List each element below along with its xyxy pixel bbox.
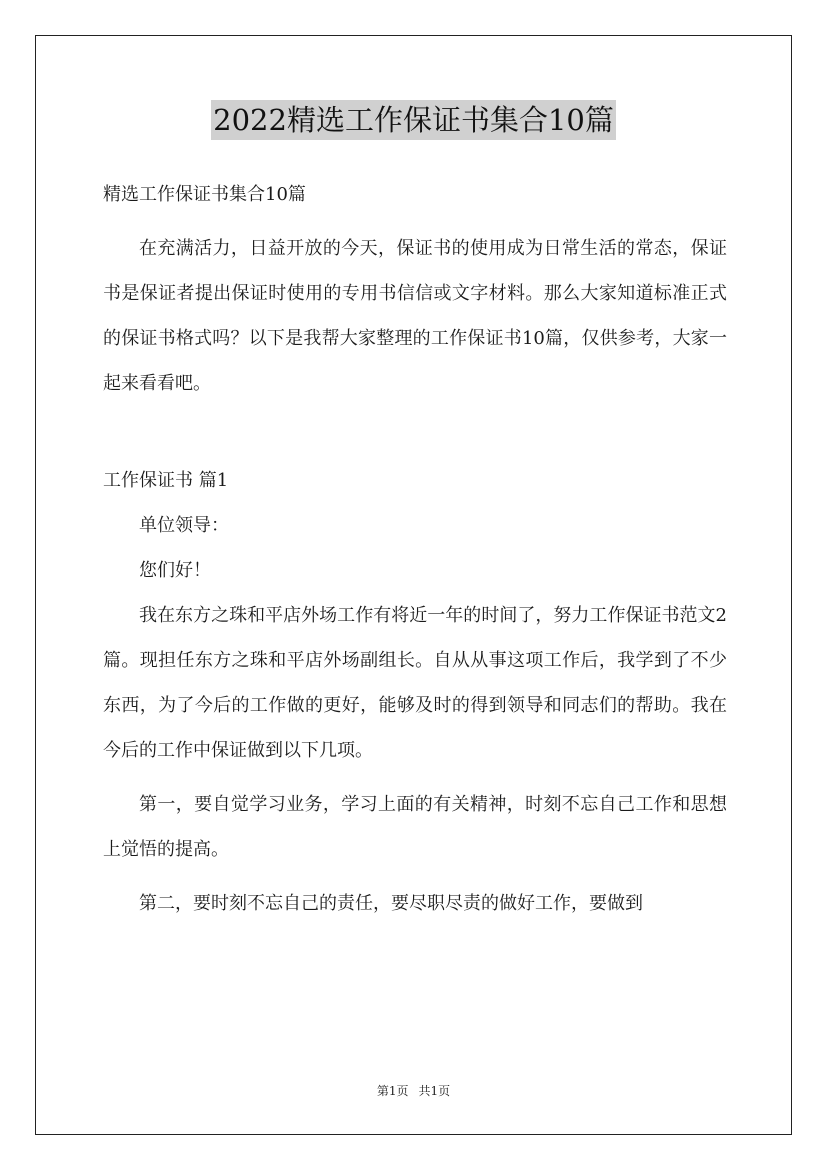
page-number-current: 第1页 <box>376 1084 409 1098</box>
section-heading: 工作保证书 篇1 <box>103 470 229 491</box>
body-paragraph: 我在东方之珠和平店外场工作有将近一年的时间了，努力工作保证书范文2篇。现担任东方之珠和平店外场副组长。自从从事这项工作后，我学到了不少东西，为了今后的工作做的更好，能够及时的得到领导和同志们的帮助。我在今后的工作中保证做到以下几项。 <box>103 605 727 761</box>
page-number-total: 共1页 <box>418 1084 451 1098</box>
salutation: 单位领导： <box>139 515 229 536</box>
document-subtitle: 精选工作保证书集合10篇 <box>103 184 306 205</box>
page-footer <box>0 1082 827 1099</box>
document-title: 2022精选工作保证书集合10篇 <box>211 100 616 140</box>
body-paragraph: 第一，要自觉学习业务，学习上面的有关精神，时刻不忘自己工作和思想上觉悟的提高。 <box>103 794 727 860</box>
greeting: 您们好！ <box>139 560 211 581</box>
title-container <box>0 100 827 140</box>
body-paragraph: 第二，要时刻不忘自己的责任，要尽职尽责的做好工作，要做到 <box>139 893 643 914</box>
document-body <box>103 172 727 926</box>
intro-paragraph: 在充满活力，日益开放的今天，保证书的使用成为日常生活的常态，保证书是保证者提出保证时使用的专用书信信或文字材料。那么大家知道标准正式的保证书格式吗？以下是我帮大家整理的工作保证书10篇，仅供参考，大家一起来看看吧。 <box>103 238 727 394</box>
